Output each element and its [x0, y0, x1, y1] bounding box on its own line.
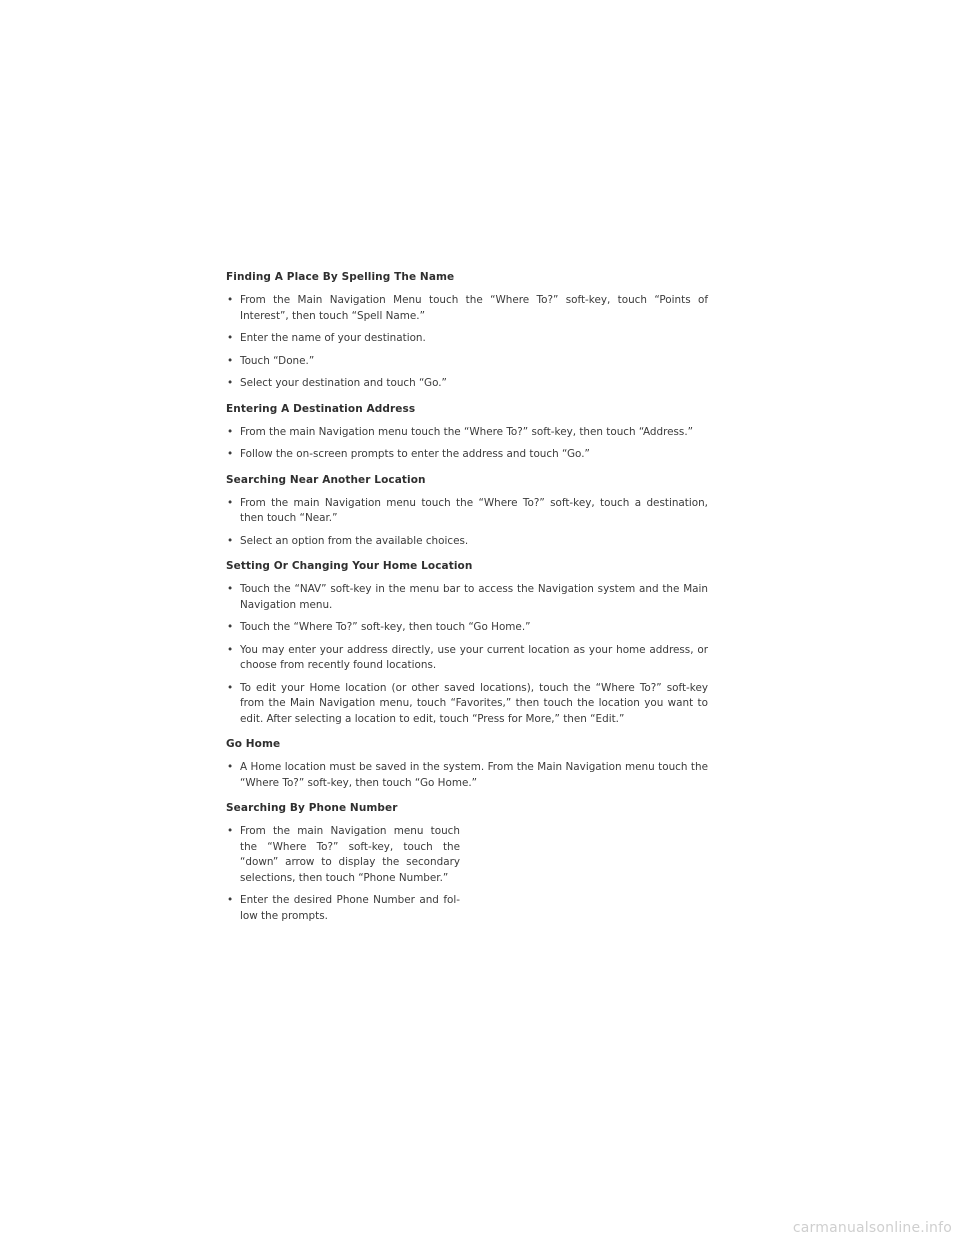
section-go-home [226, 737, 708, 791]
section-heading: Finding A Place By Spelling The Name [226, 271, 455, 283]
list-item: • A Home location must be saved in the system. From the Main Navigation menu touch the “Where To?” soft-key, then touch “Go Home.” [226, 760, 708, 791]
list-item: • From the main Navigation menu touch the “Where To?” soft-key, then touch “Address.” [226, 425, 708, 441]
list-item: • Select your destination and touch “Go.” [226, 376, 708, 392]
list-item: • From the Main Navigation Menu touch the “Where To?” soft-key, touch “Points of Interest”, then touch “Spell Name.” [226, 293, 708, 324]
list-item: • Follow the on-screen prompts to enter the address and touch “Go.” [226, 447, 708, 463]
list-item: • From the main Navigation menu touch the “Where To?” soft-key, touch the “down” arrow to display the secondary selections, then touch “Phone Number.” [226, 824, 460, 886]
section-home-location [226, 559, 708, 727]
bullet-list [226, 824, 708, 924]
bullet-list [226, 760, 708, 791]
list-item: • To edit your Home location (or other saved locations), touch the “Where To?” soft-key from the Main Navigation menu, touch “Favorites,” then touch the location you want to edit. After selecting a location to edit, touch “Press for More,” then “Edit.” [226, 681, 708, 728]
section-heading: Searching Near Another Location [226, 473, 426, 486]
list-item: • Enter the name of your destination. [226, 331, 708, 347]
bullet-list [226, 293, 708, 392]
watermark-text: carmanualsonline.info [792, 1220, 952, 1236]
manual-page-content [226, 270, 708, 934]
section-search-phone-number [226, 801, 708, 924]
bullet-list [226, 582, 708, 727]
bullet-list [226, 496, 708, 550]
list-item: • From the main Navigation menu touch the “Where To?” soft-key, touch a destination, then touch “Near.” [226, 496, 708, 527]
section-search-near-location [226, 473, 708, 550]
section-heading: Searching By Phone Number [226, 802, 398, 814]
list-item: • Touch the “Where To?” soft-key, then touch “Go Home.” [226, 620, 708, 636]
section-destination-address [226, 402, 708, 463]
section-finding-place-by-name [226, 270, 708, 392]
list-item: • Select an option from the available choices. [226, 534, 708, 550]
section-heading: Entering A Destination Address [226, 402, 416, 415]
bullet-list [226, 425, 708, 463]
list-item: • Enter the desired Phone Number and fol-low the prompts. [226, 893, 460, 924]
list-item: • Touch “Done.” [226, 354, 708, 370]
list-item: • Touch the “NAV” soft-key in the menu bar to access the Navigation system and the Main Navigation menu. [226, 582, 708, 613]
section-heading: Go Home [226, 738, 281, 750]
section-heading: Setting Or Changing Your Home Location [226, 560, 473, 572]
list-item: • You may enter your address directly, use your current location as your home address, or choose from recently found locations. [226, 643, 708, 674]
